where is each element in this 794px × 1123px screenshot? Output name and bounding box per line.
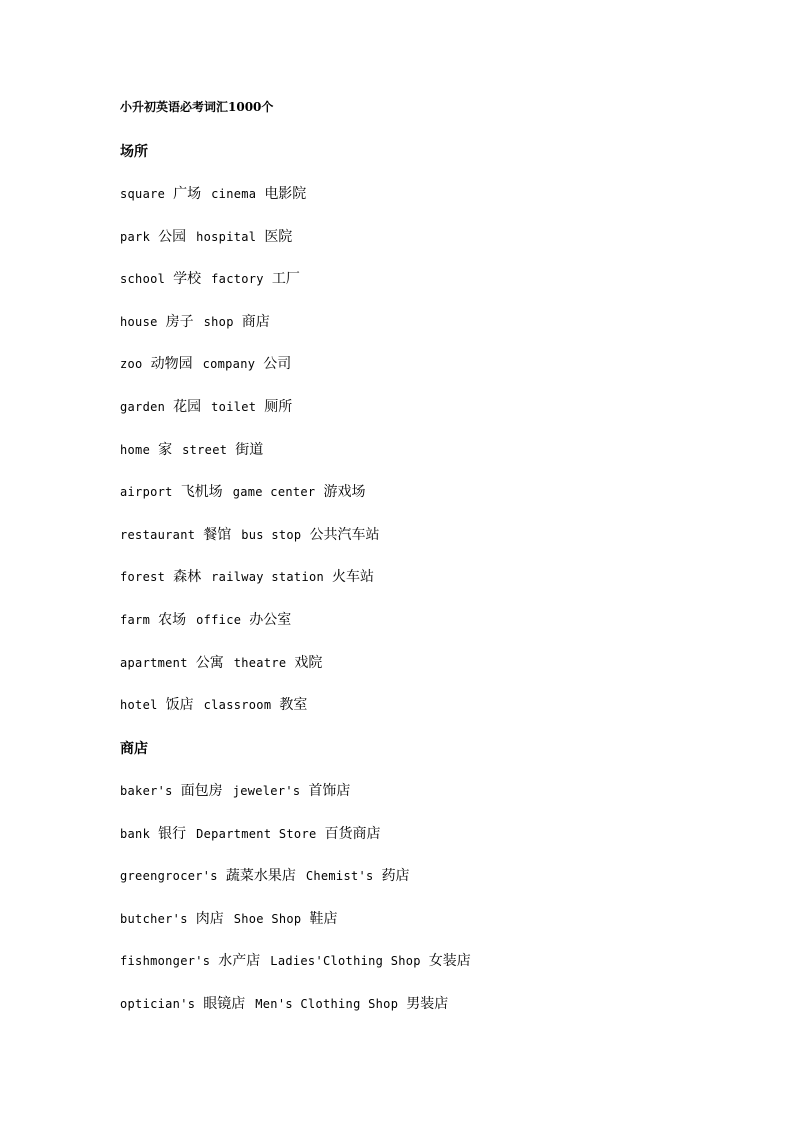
chinese-meaning: 百货商店 — [324, 825, 381, 842]
vocab-row — [120, 269, 300, 290]
chinese-meaning: 公园 — [158, 228, 187, 245]
english-word: butcher's — [120, 911, 188, 926]
chinese-meaning: 工厂 — [271, 271, 300, 288]
english-word: square — [120, 187, 166, 201]
chinese-meaning: 教室 — [279, 697, 308, 714]
chinese-meaning: 鞋店 — [309, 910, 338, 927]
english-word: theatre — [233, 655, 287, 670]
english-word: garden — [120, 400, 166, 414]
vocab-row — [120, 354, 291, 375]
english-word: hotel — [120, 698, 158, 713]
section-heading: 场所 — [120, 144, 148, 160]
vocab-row — [120, 994, 448, 1015]
vocab-row — [120, 312, 270, 333]
chinese-meaning: 医院 — [264, 228, 293, 245]
english-word: zoo — [120, 357, 143, 372]
english-word: jeweler's — [232, 784, 301, 798]
english-word: Chemist's — [305, 869, 374, 884]
chinese-meaning: 餐馆 — [203, 526, 232, 543]
vocab-row — [120, 951, 471, 972]
vocab-row — [120, 781, 350, 802]
chinese-meaning: 厕所 — [264, 399, 293, 415]
chinese-meaning: 戏院 — [294, 654, 323, 671]
english-word: park — [120, 229, 151, 244]
chinese-meaning: 商店 — [241, 313, 270, 330]
english-word: home — [120, 442, 151, 457]
english-word: shop — [203, 314, 234, 329]
chinese-meaning: 肉店 — [195, 910, 224, 927]
vocab-row — [120, 695, 307, 716]
english-word: Department Store — [196, 826, 317, 841]
chinese-meaning: 药店 — [381, 868, 410, 885]
chinese-meaning: 饭店 — [165, 697, 194, 714]
chinese-meaning: 公司 — [263, 356, 292, 373]
chinese-meaning: 水产店 — [218, 953, 261, 970]
english-word: bank — [120, 826, 151, 841]
english-word: Men's Clothing Shop — [255, 997, 399, 1011]
chinese-meaning: 银行 — [158, 825, 187, 842]
english-word: greengrocer's — [120, 869, 218, 884]
chinese-meaning: 面包房 — [180, 783, 223, 799]
vocab-row — [120, 567, 374, 588]
english-word: Ladies'Clothing Shop — [270, 954, 421, 969]
vocab-row — [120, 909, 337, 930]
chinese-meaning: 街道 — [235, 441, 264, 458]
english-word: optician's — [120, 997, 196, 1011]
chinese-meaning: 男装店 — [406, 996, 449, 1012]
document-title: 小升初英语必考词汇1000个 — [120, 100, 274, 114]
english-word: farm — [120, 613, 151, 627]
english-word: cinema — [211, 187, 257, 201]
vocab-row — [120, 227, 292, 248]
vocab-row — [120, 440, 263, 461]
english-word: restaurant — [120, 527, 196, 542]
chinese-meaning: 公寓 — [195, 654, 224, 671]
chinese-meaning: 蔬菜水果店 — [225, 868, 296, 885]
english-word: railway station — [211, 570, 325, 585]
chinese-meaning: 学校 — [173, 271, 202, 288]
english-word: house — [120, 314, 158, 329]
chinese-meaning: 森林 — [173, 569, 202, 586]
chinese-meaning: 女装店 — [428, 953, 471, 970]
english-word: baker's — [120, 784, 173, 798]
english-word: game center — [232, 485, 316, 500]
section-heading: 商店 — [120, 741, 148, 757]
chinese-meaning: 广场 — [173, 186, 202, 202]
english-word: school — [120, 272, 166, 287]
chinese-meaning: 游戏场 — [323, 484, 366, 501]
chinese-meaning: 公共汽车站 — [309, 526, 380, 543]
chinese-meaning: 眼镜店 — [203, 996, 246, 1012]
vocab-row — [120, 866, 410, 887]
english-word: office — [196, 613, 242, 627]
english-word: hospital — [196, 229, 257, 244]
english-word: airport — [120, 485, 173, 500]
vocab-row — [120, 653, 322, 674]
english-word: Shoe Shop — [233, 911, 302, 926]
chinese-meaning: 飞机场 — [180, 484, 223, 501]
english-word: company — [202, 357, 256, 372]
vocab-row — [120, 482, 365, 503]
chinese-meaning: 家 — [158, 441, 173, 458]
english-word: bus stop — [241, 527, 302, 542]
chinese-meaning: 电影院 — [264, 186, 307, 202]
chinese-meaning: 农场 — [158, 612, 187, 628]
vocab-row — [120, 525, 379, 546]
english-word: apartment — [120, 655, 188, 670]
english-word: fishmonger's — [120, 954, 211, 969]
vocab-row — [120, 610, 291, 631]
chinese-meaning: 动物园 — [150, 356, 193, 373]
english-word: forest — [120, 570, 166, 585]
english-word: classroom — [203, 698, 272, 713]
chinese-meaning: 办公室 — [249, 612, 292, 628]
english-word: toilet — [211, 400, 257, 414]
english-word: street — [182, 442, 228, 457]
chinese-meaning: 花园 — [173, 399, 202, 415]
vocab-row — [120, 184, 306, 205]
english-word: factory — [211, 272, 264, 287]
vocab-row — [120, 397, 292, 418]
vocab-row — [120, 824, 381, 845]
chinese-meaning: 火车站 — [332, 569, 375, 586]
chinese-meaning: 房子 — [165, 313, 194, 330]
chinese-meaning: 首饰店 — [308, 783, 351, 799]
